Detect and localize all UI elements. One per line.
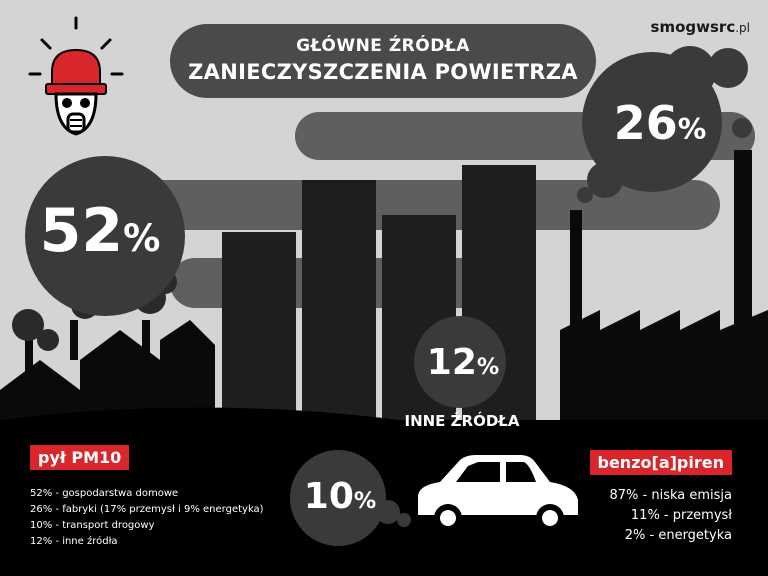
pm10-tag: pył PM10 — [30, 445, 129, 470]
benzo-tag: benzo[a]piren — [590, 450, 733, 475]
list-item: 10% - transport drogowy — [30, 520, 155, 531]
share-transport-unit: % — [353, 488, 377, 514]
share-factories-value: 26 — [613, 96, 678, 150]
share-other — [418, 342, 508, 383]
brand-logo — [651, 18, 750, 36]
brand-name: smogwsrc — [650, 18, 736, 36]
list-item: 2% - energetyka — [624, 528, 732, 543]
share-other-label: INNE ŹRÓDŁA — [404, 412, 520, 430]
list-item: 11% - przemysł — [630, 508, 732, 523]
share-households-unit: % — [123, 216, 161, 260]
share-factories — [585, 96, 735, 150]
title-line-2: ZANIECZYSZCZENIA POWIETRZA — [188, 60, 578, 84]
page-title — [170, 24, 596, 98]
list-item: 87% - niska emisja — [609, 488, 732, 503]
share-transport — [290, 476, 390, 517]
gas-mask-icon — [56, 94, 96, 134]
list-item: 26% - fabryki (17% przemysł i 9% energetyka) — [30, 504, 264, 515]
share-factories-unit: % — [677, 113, 707, 146]
benzo-list — [610, 486, 733, 546]
brand-suffix: .pl — [735, 21, 750, 35]
list-item: 52% - gospodarstwa domowe — [30, 488, 179, 499]
share-households — [20, 196, 180, 266]
share-transport-value: 10 — [303, 476, 354, 517]
share-other-value: 12 — [426, 342, 477, 383]
alarm-light-icon — [30, 18, 122, 94]
share-other-unit: % — [476, 354, 500, 380]
title-line-1: GŁÓWNE ŹRÓDŁA — [296, 36, 470, 56]
share-households-value: 52 — [39, 196, 124, 266]
list-item: 12% - inne źródła — [30, 536, 118, 547]
pm10-list — [30, 486, 264, 550]
